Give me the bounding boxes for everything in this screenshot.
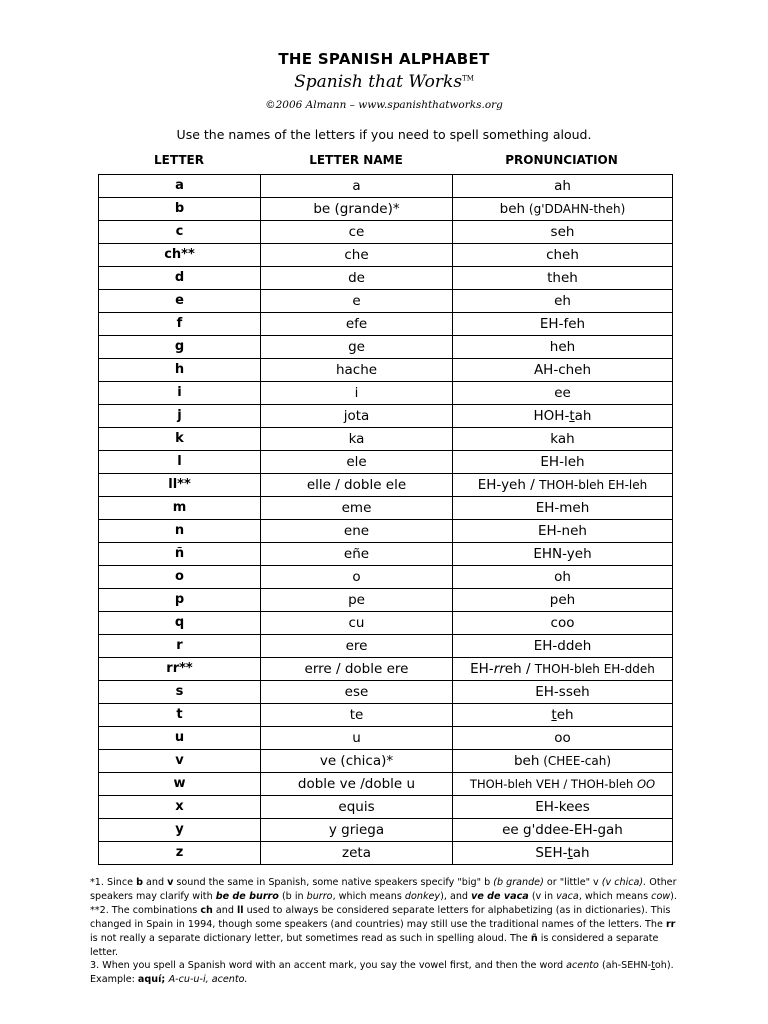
note-text: 3. When you spell a Spanish word with an accent mark, you say the vowel first, and then the word (90, 960, 567, 972)
cell-letter-name: zeta (261, 842, 453, 865)
cell-letter-name: ve (chica)* (261, 750, 453, 773)
note-italic: acento (566, 960, 599, 972)
cell-letter-name: efe (261, 313, 453, 336)
table-row (99, 566, 673, 589)
pron-text: EH-ddeh (533, 638, 592, 654)
pron-text: ee g'ddee-EH-gah (502, 822, 623, 838)
cell-pronunciation (453, 612, 673, 635)
cell-letter-name: eme (261, 497, 453, 520)
cell-pronunciation (453, 543, 673, 566)
cell-letter-name: pe (261, 589, 453, 612)
note-text: or "little" v (543, 877, 602, 888)
note-bold: aquí (137, 974, 162, 986)
cell-letter-name: eñe (261, 543, 453, 566)
cell-pronunciation (453, 359, 673, 382)
pron-small: (g'DDAHN-theh) (525, 202, 626, 216)
cell-letter: ll** (99, 474, 261, 497)
pron-small: THOH-bleh EH-leh (539, 478, 648, 492)
cell-pronunciation (453, 382, 673, 405)
table-row (99, 313, 673, 336)
trademark-mark: TM (462, 74, 474, 83)
cell-pronunciation (453, 244, 673, 267)
table-row (99, 819, 673, 842)
pron-underlined: t (567, 845, 573, 861)
cell-pronunciation (453, 313, 673, 336)
table-row (99, 750, 673, 773)
note-text: sound the same in Spanish, some native speakers specify "big" b (173, 877, 494, 888)
pron-text: ah (572, 845, 590, 861)
note-text: (v in (528, 890, 557, 902)
cell-letter-name: y griega (261, 819, 453, 842)
note-italic: (v chica). (601, 877, 647, 888)
cell-letter: d (99, 267, 261, 290)
footnote-1 (90, 876, 678, 904)
pron-text: oh (554, 569, 571, 585)
table-row (99, 727, 673, 750)
cell-pronunciation (453, 681, 673, 704)
table-row (99, 520, 673, 543)
table-row (99, 359, 673, 382)
cell-letter-name: te (261, 704, 453, 727)
pron-text: EH-leh (540, 454, 585, 470)
cell-letter: p (99, 589, 261, 612)
cell-pronunciation (453, 796, 673, 819)
cell-letter-name: a (261, 175, 453, 198)
cell-letter: g (99, 336, 261, 359)
pron-text: EH- (470, 661, 494, 677)
pron-small: THOH-bleh EH-ddeh (534, 662, 655, 676)
note-text: **2. The combinations (90, 904, 201, 916)
pron-text: oo (554, 730, 571, 746)
pron-text: EH-kees (535, 799, 590, 815)
pron-text: AH-cheh (533, 362, 592, 378)
table-row (99, 267, 673, 290)
cell-pronunciation (453, 267, 673, 290)
cell-pronunciation (453, 635, 673, 658)
cell-letter: j (99, 405, 261, 428)
pron-underlined: t (551, 707, 557, 723)
copyright-line: ©2006 Almann – www.spanishthatworks.org (265, 99, 503, 111)
cell-pronunciation (453, 566, 673, 589)
note-underline: t (651, 960, 655, 972)
pron-text: beh (499, 201, 526, 217)
table-row (99, 612, 673, 635)
cell-letter-name: ele (261, 451, 453, 474)
pron-text: eh (556, 707, 574, 723)
note-text: (ah-SEHN- (598, 960, 652, 972)
pron-text: EH-yeh / (477, 477, 540, 493)
cell-pronunciation (453, 497, 673, 520)
cell-letter: e (99, 290, 261, 313)
alphabet-table (98, 174, 673, 865)
table-row (99, 635, 673, 658)
cell-letter: b (99, 198, 261, 221)
note-bold: ch (200, 904, 213, 916)
pron-text: ah (554, 178, 571, 194)
cell-letter-name: elle / doble ele (261, 474, 453, 497)
cell-pronunciation (453, 221, 673, 244)
cell-letter: m (99, 497, 261, 520)
table-row (99, 474, 673, 497)
pron-text: SEH- (535, 845, 568, 861)
pron-small: THOH-bleh VEH / THOH-bleh (469, 777, 637, 791)
cell-letter-name: u (261, 727, 453, 750)
cell-letter: c (99, 221, 261, 244)
note-text: is not really a separate dictionary letter, but sometimes read as such in spelling aloud. The (90, 932, 531, 944)
note-text: (b in (278, 890, 307, 902)
table-row (99, 336, 673, 359)
table-header (98, 153, 671, 171)
table-row (99, 428, 673, 451)
cell-letter: f (99, 313, 261, 336)
pron-italic: rr (493, 661, 505, 677)
cell-letter: l (99, 451, 261, 474)
pron-text: EHN-yeh (533, 546, 592, 562)
cell-pronunciation (453, 175, 673, 198)
cell-letter-name: de (261, 267, 453, 290)
pron-text: EH-feh (539, 316, 586, 332)
footnote-example (90, 973, 678, 987)
note-italic: cow (651, 890, 671, 902)
pron-underlined: t (569, 408, 575, 424)
pron-text: kah (550, 431, 575, 447)
cell-letter: n (99, 520, 261, 543)
cell-letter-name: ge (261, 336, 453, 359)
cell-pronunciation (453, 727, 673, 750)
table-row (99, 382, 673, 405)
table-row (99, 658, 673, 681)
note-text: ). (670, 890, 677, 902)
note-text: Other speakers may clarify with (90, 877, 677, 902)
cell-letter: x (99, 796, 261, 819)
footnote-3 (90, 959, 678, 973)
pron-text: EH-neh (538, 523, 587, 539)
note-italic: vaca (556, 890, 579, 902)
cell-letter-name: doble ve /doble u (261, 773, 453, 796)
note-bold: b (136, 877, 143, 888)
cell-pronunciation (453, 773, 673, 796)
cell-letter: ch** (99, 244, 261, 267)
table-row (99, 842, 673, 865)
table-row (99, 244, 673, 267)
cell-pronunciation (453, 819, 673, 842)
pron-text: beh (513, 753, 540, 769)
cell-letter: t (99, 704, 261, 727)
note-italic: donkey (404, 890, 441, 902)
table-row (99, 198, 673, 221)
table-row (99, 796, 673, 819)
note-bold-italic: ve de vaca (471, 890, 529, 902)
note-text: , which means (332, 890, 405, 902)
document-subtitle (0, 72, 768, 92)
cell-pronunciation (453, 198, 673, 221)
note-text: ), and (440, 890, 472, 902)
note-bold: rr (665, 918, 676, 930)
cell-letter-name: ka (261, 428, 453, 451)
cell-letter: y (99, 819, 261, 842)
column-header-letter: LETTER (154, 153, 204, 167)
pron-text: ee (554, 385, 571, 401)
table-row (99, 497, 673, 520)
pron-text: eh / (504, 661, 535, 677)
table-row (99, 221, 673, 244)
cell-letter: ñ (99, 543, 261, 566)
pron-text: HOH- (533, 408, 570, 424)
pron-small: (CHEE-cah) (539, 754, 612, 768)
cell-letter: z (99, 842, 261, 865)
note-text: *1. Since (90, 877, 137, 888)
cell-letter-name: ene (261, 520, 453, 543)
subtitle-text: Spanish that Works (294, 72, 463, 92)
column-header-letter-name: LETTER NAME (309, 153, 403, 167)
cell-letter: s (99, 681, 261, 704)
note-text: , which means (578, 890, 652, 902)
note-italic: A-cu-u-i, acento. (168, 974, 248, 986)
pron-text: ah (574, 408, 592, 424)
cell-letter-name: hache (261, 359, 453, 382)
column-header-pronunciation: PRONUNCIATION (505, 153, 618, 167)
table-row (99, 405, 673, 428)
pron-text: EH-meh (535, 500, 590, 516)
note-text: and (142, 877, 168, 888)
cell-letter-name: ere (261, 635, 453, 658)
intro-text: Use the names of the letters if you need to spell something aloud. (176, 127, 592, 142)
cell-letter: o (99, 566, 261, 589)
alphabet-table-body (99, 175, 673, 865)
table-row (99, 704, 673, 727)
cell-letter: q (99, 612, 261, 635)
cell-letter-name: erre / doble ere (261, 658, 453, 681)
cell-letter: v (99, 750, 261, 773)
note-bold: ; (161, 974, 169, 986)
cell-letter: rr** (99, 658, 261, 681)
table-row (99, 681, 673, 704)
cell-pronunciation (453, 336, 673, 359)
cell-letter: u (99, 727, 261, 750)
cell-pronunciation (453, 842, 673, 865)
footnote-2 (90, 904, 678, 960)
cell-pronunciation (453, 520, 673, 543)
note-italic: burro (306, 890, 333, 902)
note-text: Example: (90, 974, 138, 986)
cell-letter-name: cu (261, 612, 453, 635)
cell-letter-name: be (grande)* (261, 198, 453, 221)
cell-letter-name: ese (261, 681, 453, 704)
cell-pronunciation (453, 474, 673, 497)
cell-letter-name: o (261, 566, 453, 589)
note-bold-italic: be de burro (215, 890, 279, 902)
note-text: oh). (654, 960, 674, 972)
cell-pronunciation (453, 451, 673, 474)
note-bold: ñ (530, 932, 538, 944)
note-bold: ll (237, 904, 244, 916)
cell-letter: w (99, 773, 261, 796)
cell-pronunciation (453, 290, 673, 313)
cell-letter: a (99, 175, 261, 198)
cell-letter-name: jota (261, 405, 453, 428)
note-bold: v (167, 877, 174, 888)
cell-pronunciation (453, 589, 673, 612)
note-italic: (b grande) (493, 877, 544, 888)
table-row (99, 290, 673, 313)
cell-letter-name: che (261, 244, 453, 267)
pron-text: theh (547, 270, 578, 286)
pron-text: seh (550, 224, 575, 240)
pron-text: peh (549, 592, 576, 608)
note-text: is considered a separate letter. (90, 932, 659, 958)
pron-text: EH-sseh (535, 684, 590, 700)
cell-letter: k (99, 428, 261, 451)
cell-letter-name: i (261, 382, 453, 405)
note-text: used to always be considered separate letters for alphabetizing (as in dictionaries). This changed in Spain in 1994, though some speakers (and countries) may still use the traditional names of the letters. The (90, 904, 671, 930)
table-row (99, 543, 673, 566)
note-text: and (212, 904, 238, 916)
pron-text: coo (550, 615, 575, 631)
pron-text: cheh (546, 247, 579, 263)
cell-pronunciation (453, 405, 673, 428)
cell-pronunciation (453, 658, 673, 681)
pron-text: heh (549, 339, 576, 355)
table-row (99, 175, 673, 198)
table-row (99, 589, 673, 612)
table-row (99, 451, 673, 474)
cell-pronunciation (453, 428, 673, 451)
cell-letter-name: ce (261, 221, 453, 244)
cell-letter: i (99, 382, 261, 405)
cell-letter-name: equis (261, 796, 453, 819)
cell-letter-name: e (261, 290, 453, 313)
pron-text: eh (554, 293, 571, 309)
footnotes (90, 876, 678, 987)
cell-pronunciation (453, 704, 673, 727)
cell-letter: r (99, 635, 261, 658)
pron-small-italic: OO (636, 777, 656, 791)
cell-letter: h (99, 359, 261, 382)
cell-pronunciation (453, 750, 673, 773)
table-row (99, 773, 673, 796)
document-title: THE SPANISH ALPHABET (278, 50, 490, 68)
